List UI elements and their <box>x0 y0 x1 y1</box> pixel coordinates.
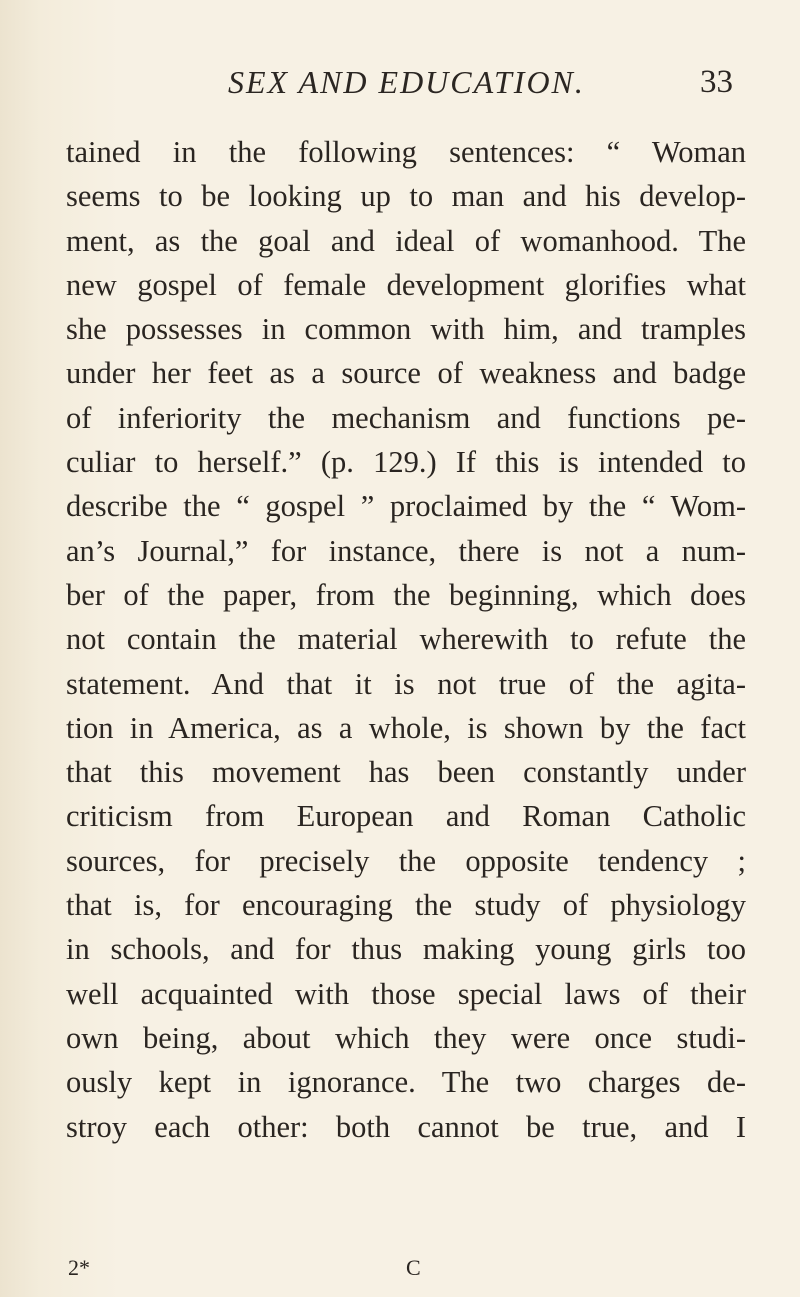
text-line: ously kept in ignorance. The two charges de- <box>66 1065 746 1100</box>
text-line: in schools, and for thus making young girls too <box>66 932 746 967</box>
text-line: seems to be looking up to man and his develop- <box>66 179 746 214</box>
text-line: describe the “ gospel ” proclaimed by the “ Wom- <box>66 489 746 524</box>
text-line: that this movement has been constantly under <box>66 755 746 790</box>
text-line: an’s Journal,” for instance, there is not a num- <box>66 533 746 568</box>
text-line: ment, as the goal and ideal of womanhood. The <box>66 223 746 258</box>
page-number: 33 <box>700 64 733 100</box>
text-line: not contain the material wherewith to refute the <box>66 622 746 657</box>
text-line: ber of the paper, from the beginning, which does <box>66 577 746 612</box>
text-line: tion in America, as a whole, is shown by the fact <box>66 710 746 745</box>
text-line: stroy each other: both cannot be true, and I <box>66 1109 746 1144</box>
text-line: of inferiority the mechanism and functions pe- <box>66 400 746 435</box>
text-line: tained in the following sentences: “ Woman <box>66 135 746 169</box>
text-line: well acquainted with those special laws of their <box>66 976 746 1011</box>
text-line: she possesses in common with him, and tramples <box>66 312 746 347</box>
text-line: culiar to herself.” (p. 129.) If this is intended to <box>66 445 746 480</box>
text-line: own being, about which they were once studi- <box>66 1020 746 1055</box>
text-line: under her feet as a source of weakness and badge <box>66 356 746 391</box>
text-line: new gospel of female development glorifies what <box>66 267 746 302</box>
running-title: SEX AND EDUCATION. <box>228 64 585 100</box>
signature-marks <box>0 1255 800 1285</box>
text-line: criticism from European and Roman Catholic <box>66 799 746 834</box>
body-text <box>66 130 746 1149</box>
signature-mark-left: 2* <box>68 1255 90 1280</box>
text-line: that is, for encouraging the study of physiology <box>66 888 746 923</box>
signature-mark-right: C <box>406 1255 421 1280</box>
text-line: sources, for precisely the opposite tendency ; <box>66 843 746 878</box>
text-line: statement. And that it is not true of the agita- <box>66 666 746 701</box>
running-head <box>0 64 800 108</box>
